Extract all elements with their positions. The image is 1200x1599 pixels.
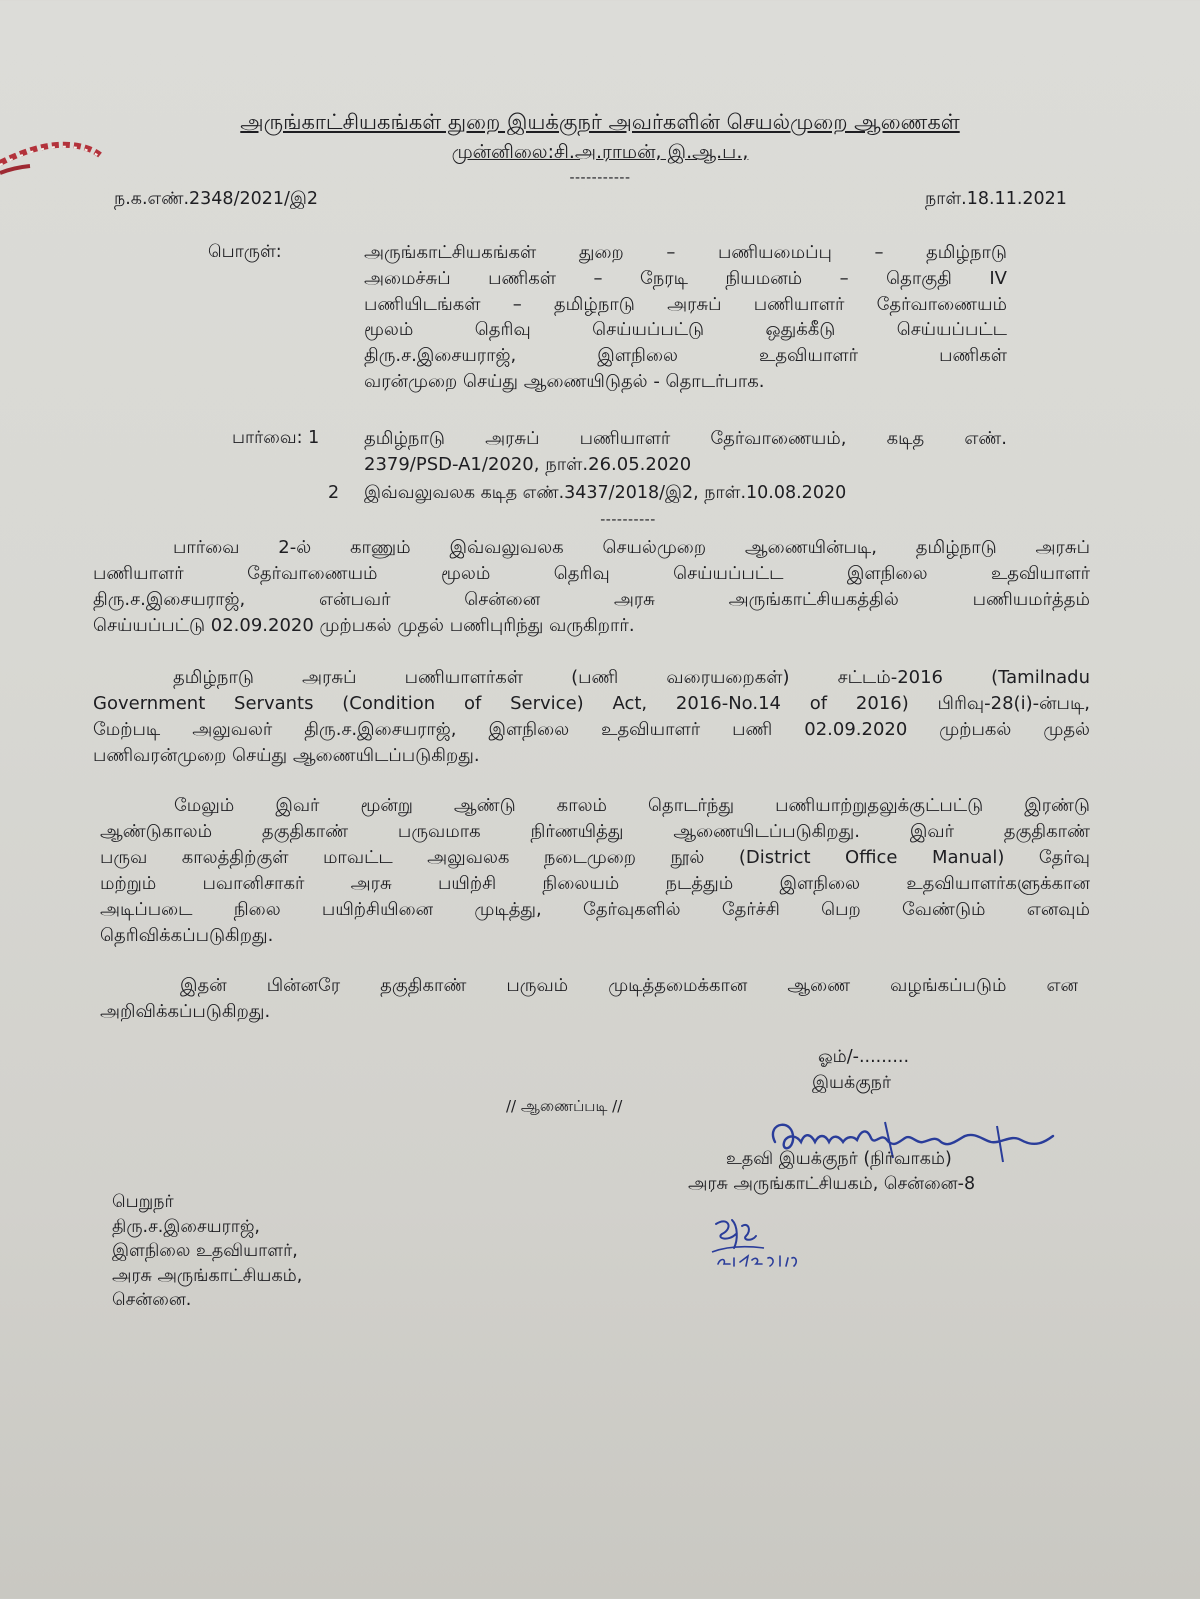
subject-line: அருங்காட்சியகங்கள் துறை – பணியமைப்பு – தமிழ்நாடு xyxy=(364,242,1007,263)
paragraph-line: அறிவிக்கப்படுகிறது. xyxy=(100,1001,271,1022)
subject-line: மூலம் தெரிவு செய்யப்பட்டு ஒதுக்கீடு செய்யப்பட்ட xyxy=(364,319,1007,341)
paragraph-line: பணிவரன்முறை செய்து ஆணையிடப்படுகிறது. xyxy=(93,745,480,766)
recipient-line: அரசு அருங்காட்சியகம், xyxy=(112,1265,303,1286)
paragraph-line: மேலும் இவர் மூன்று ஆண்டு காலம் தொடர்ந்து பணியாற்றுதலுக்குட்பட்டு இரண்டு xyxy=(174,795,1090,816)
paragraph-line: பருவ காலத்திற்குள் மாவட்ட அலுவலக நடைமுறை நூல் (District Office Manual) தேர்வு xyxy=(100,847,1090,868)
paragraph-line: மற்றும் பவானிசாகர் அரசு பயிற்சி நிலையம் நடத்தும் இளநிலை உதவியாளர்களுக்கான xyxy=(100,873,1090,894)
paragraph-line: செய்யப்பட்டு 02.09.2020 முற்பகல் முதல் பணிபுரிந்து வருகிறார். xyxy=(93,615,635,636)
director-title: இயக்குநர் xyxy=(812,1073,892,1093)
references-label: பார்வை: 1 xyxy=(232,428,320,448)
reference-number: ந.க.எண்.2348/2021/இ2 xyxy=(114,189,319,209)
presence-line: முன்னிலை:சி.அ.ராமன், இ.ஆ.ப., xyxy=(451,141,749,163)
paragraph-line: இதன் பின்னரே தகுதிகாண் பருவம் முடித்தமைக்கான ஆணை வழங்கப்படும் என xyxy=(180,975,1078,996)
paragraph-line: மேற்படி அலுவலர் திரு.ச.இசையராஜ், இளநிலை உதவியாளர் பணி 02.09.2020 முற்பகல் முதல் xyxy=(93,719,1090,740)
recipient-line: திரு.ச.இசையராஜ், xyxy=(112,1216,260,1237)
order-title: அருங்காட்சியகங்கள் துறை இயக்குநர் அவர்களின் செயல்முறை ஆணைகள் xyxy=(240,110,960,134)
subject-line: திரு.ச.இசையராஜ், இளநிலை உதவியாளர் பணிகள் xyxy=(364,345,1007,367)
paragraph-2 xyxy=(93,665,1090,769)
recipient-line: பெறுநர் xyxy=(112,1192,174,1212)
assistant-director-title: உதவி இயக்குநர் (நிர்வாகம்) xyxy=(726,1149,952,1169)
paragraph-3 xyxy=(100,793,1090,949)
reference-1 xyxy=(364,426,1007,478)
paragraph-4 xyxy=(100,973,1078,1025)
reference-2: இவ்வலுவலக கடித எண்.3437/2018/இ2, நாள்.10.08.2020 xyxy=(364,483,847,503)
paragraph-line: அடிப்படை நிலை பயிற்சியினை முடித்து, தேர்வுகளில் தேர்ச்சி பெற வேண்டும் எனவும் xyxy=(100,899,1090,920)
paragraph-line: ஆண்டுகாலம் தகுதிகாண் பருவமாக நிர்ணயித்து ஆணையிடப்படுகிறது. இவர் தகுதிகாண் xyxy=(100,821,1090,842)
reference-1-line: 2379/PSD-A1/2020, நாள்.26.05.2020 xyxy=(364,454,692,475)
paragraph-line: பணியாளர் தேர்வாணையம் மூலம் தெரிவு செய்யப்பட்ட இளநிலை உதவியாளர் xyxy=(93,563,1090,584)
recipient-line: சென்னை. xyxy=(112,1290,192,1310)
subject-text xyxy=(364,240,1007,395)
paragraph-line: Government Servants (Condition of Service) Act, 2016-No.14 of 2016) பிரிவு-28(i)-ன்படி, xyxy=(93,693,1090,714)
office-address: அரசு அருங்காட்சியகம், சென்னை-8 xyxy=(688,1174,976,1194)
paragraph-line: பார்வை 2-ல் காணும் இவ்வலுவலக செயல்முறை ஆணையின்படி, தமிழ்நாடு அரசுப் xyxy=(173,537,1090,558)
reference-1-line: தமிழ்நாடு அரசுப் பணியாளர் தேர்வாணையம், கடித எண். xyxy=(364,428,1007,449)
handwritten-initials xyxy=(708,1212,808,1272)
subject-line: வரன்முறை செய்து ஆணையிடுதல் - தொடர்பாக. xyxy=(364,370,765,392)
recipient-line: இளநிலை உதவியாளர், xyxy=(112,1241,298,1261)
references-separator: ---------- xyxy=(600,512,656,528)
paragraph-line: தெரிவிக்கப்படுகிறது. xyxy=(100,925,274,946)
paragraph-line: தமிழ்நாடு அரசுப் பணியாளர்கள் (பணி வரையறைகள்) சட்டம்-2016 (Tamilnadu xyxy=(173,667,1090,688)
paragraph-line: திரு.ச.இசையராஜ், என்பவர் சென்னை அரசு அருங்காட்சியகத்தில் பணியமர்த்தம் xyxy=(93,589,1090,610)
signed-mark: ஓம்/-......... xyxy=(818,1047,910,1067)
reference-2-number: 2 xyxy=(328,483,340,503)
subject-line: அமைச்சுப் பணிகள் – நேரடி நியமனம் – தொகுதி IV xyxy=(364,267,1007,289)
header-separator: ----------- xyxy=(569,170,631,186)
order-date: நாள்.18.11.2021 xyxy=(925,189,1067,209)
paragraph-1 xyxy=(93,535,1090,639)
by-order-line: // ஆணைப்படி // xyxy=(506,1097,623,1115)
subject-line: பணியிடங்கள் – தமிழ்நாடு அரசுப் பணியாளர் தேர்வாணையம் xyxy=(364,293,1007,315)
subject-label: பொருள்: xyxy=(208,242,282,262)
recipient-block xyxy=(112,1190,302,1313)
